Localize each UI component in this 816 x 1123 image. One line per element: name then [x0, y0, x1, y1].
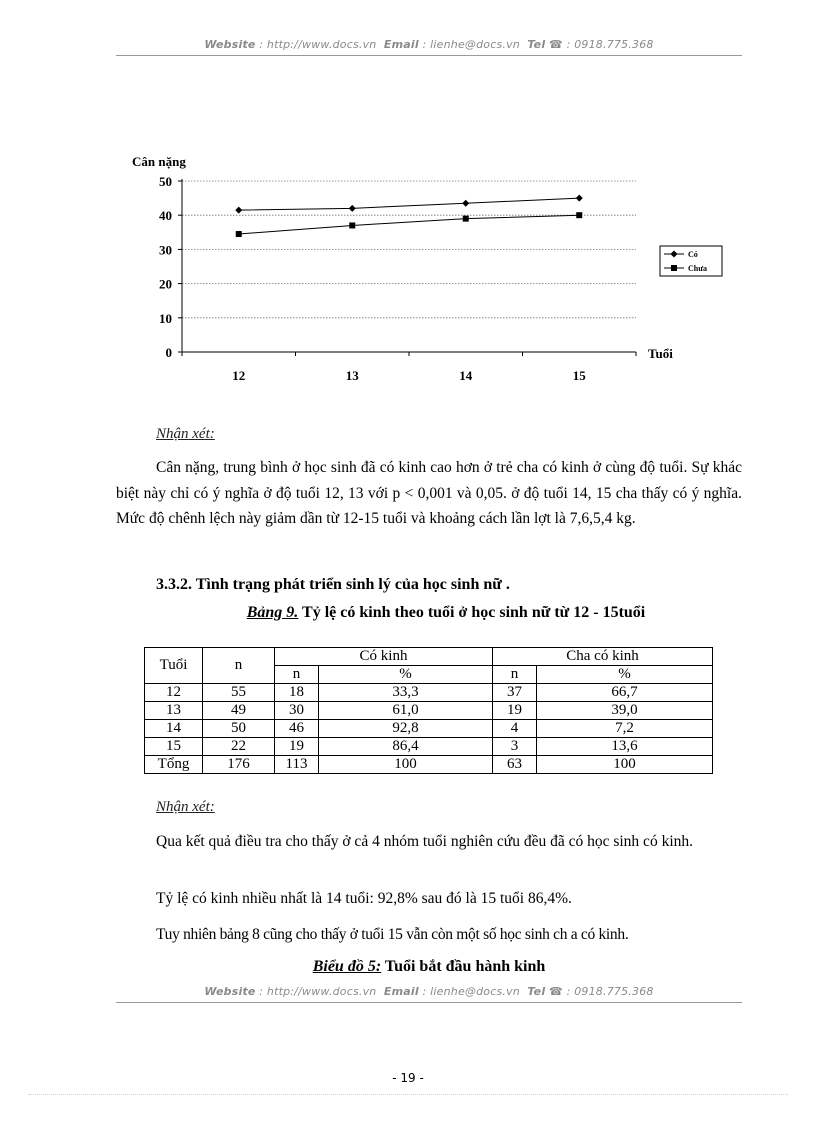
cell-n2: 37 — [493, 684, 537, 702]
subheader-n: n — [493, 666, 537, 684]
weight-by-age-chart — [120, 140, 740, 390]
page-footer-header — [116, 985, 742, 998]
x-tick-label: 15 — [572, 368, 586, 383]
website-label: Website — [204, 38, 256, 51]
page-number: - 19 - — [392, 1071, 424, 1085]
header-has-period: Có kinh — [275, 648, 493, 666]
email-address[interactable]: : lienhe@docs.vn — [422, 985, 520, 998]
y-tick-label: 30 — [159, 242, 172, 258]
cell-n1: 46 — [275, 720, 319, 738]
remark-heading-2: Nhận xét: — [156, 799, 215, 815]
page-bottom-dotted-line — [28, 1094, 788, 1095]
table-row — [145, 720, 713, 738]
website-label: Website — [204, 985, 256, 998]
subheader-percent: % — [319, 666, 493, 684]
cell-age: 14 — [145, 720, 203, 738]
data-point — [576, 212, 582, 218]
cell-n1: 18 — [275, 684, 319, 702]
tel-number: ☎ : 0918.775.368 — [549, 985, 654, 998]
data-point — [462, 200, 469, 207]
remark-paragraph-1: Cân nặng, trung bình ở học sinh đã có kinh cao hơn ở trẻ cha có kinh ở cùng độ tuổi. Sự khác biệt này chỉ có ý nghĩa ở độ tuổi 12, 13 với p < 0,001 và 0,05. ở độ tuổi 14, 15 cha thấy có ý nghĩa. Mức độ chênh lệch này giảm dần từ 12-15 tuổi và khoảng cách lần lợt là 7,6,5,4 kg. — [116, 459, 742, 527]
tel-label: Tel — [527, 38, 546, 51]
cell-n1: 30 — [275, 702, 319, 720]
email-label: Email — [383, 38, 419, 51]
cell-age: 13 — [145, 702, 203, 720]
cell-p1: 92,8 — [319, 720, 493, 738]
remark-heading-1: Nhận xét: — [156, 426, 215, 442]
table-caption — [116, 604, 776, 622]
cell-n: 22 — [203, 738, 275, 756]
chart-series — [235, 195, 583, 237]
header-age: Tuổi — [145, 648, 203, 684]
cell-n2: 4 — [493, 720, 537, 738]
header-n: n — [203, 648, 275, 684]
subheader-percent: % — [537, 666, 713, 684]
remark-paragraph-2c: Tuy nhiên bảng 8 cũng cho thấy ở tuổi 15 vẫn còn một số học sinh ch a có kinh. — [156, 926, 629, 943]
tel-number: ☎ : 0918.775.368 — [549, 38, 654, 51]
table-row — [145, 684, 713, 702]
cell-n2: 19 — [493, 702, 537, 720]
chart-axes — [159, 174, 636, 383]
cell-p1: 61,0 — [319, 702, 493, 720]
y-tick-label: 40 — [159, 208, 172, 224]
cell-n1: 113 — [275, 756, 319, 774]
y-tick-label: 50 — [159, 174, 172, 189]
header-no-period: Cha có kinh — [493, 648, 713, 666]
tel-label: Tel — [527, 985, 546, 998]
cell-age: 12 — [145, 684, 203, 702]
chart-y-axis-label: Cân nặng — [132, 154, 186, 169]
cell-age: Tổng — [145, 756, 203, 774]
email-address[interactable]: : lienhe@docs.vn — [422, 38, 520, 51]
cell-n: 49 — [203, 702, 275, 720]
cell-p2: 13,6 — [537, 738, 713, 756]
x-tick-label: 13 — [345, 368, 359, 383]
x-tick-label: 14 — [459, 368, 473, 383]
cell-age: 15 — [145, 738, 203, 756]
subheader-n: n — [275, 666, 319, 684]
table-total-row — [145, 756, 713, 774]
cell-p2: 100 — [537, 756, 713, 774]
series-line-1 — [239, 215, 580, 234]
chart-legend — [660, 246, 722, 276]
data-point — [235, 207, 242, 214]
data-point — [576, 195, 583, 202]
chart5-title: Tuổi bắt đầu hành kinh — [381, 958, 546, 975]
page-header — [116, 38, 742, 51]
cell-n: 50 — [203, 720, 275, 738]
cell-p2: 66,7 — [537, 684, 713, 702]
cell-n: 176 — [203, 756, 275, 774]
cell-n1: 19 — [275, 738, 319, 756]
cell-p1: 86,4 — [319, 738, 493, 756]
cell-n2: 63 — [493, 756, 537, 774]
data-point — [349, 205, 356, 212]
cell-p1: 100 — [319, 756, 493, 774]
data-point — [463, 216, 469, 222]
chart5-label: Biểu đồ 5: — [312, 958, 382, 975]
legend-label: Chưa — [688, 264, 708, 273]
x-tick-label: 12 — [232, 368, 246, 383]
cell-n2: 3 — [493, 738, 537, 756]
table-label: Bảng 9. — [246, 604, 299, 621]
y-tick-label: 10 — [159, 310, 172, 326]
cell-p2: 7,2 — [537, 720, 713, 738]
legend-marker — [671, 265, 677, 271]
website-url[interactable]: : http://www.docs.vn — [259, 985, 377, 998]
table-header-row — [145, 648, 713, 666]
y-tick-label: 0 — [165, 345, 172, 360]
header-divider — [116, 55, 742, 56]
section-heading: 3.3.2. Tình trạng phát triển sinh lý của học sinh nữ . — [156, 576, 510, 593]
remark-paragraph-2a: Qua kết quả điều tra cho thấy ở cả 4 nhóm tuổi nghiên cứu đều đã có học sinh có kinh. — [156, 833, 693, 850]
website-url[interactable]: : http://www.docs.vn — [259, 38, 377, 51]
cell-n: 55 — [203, 684, 275, 702]
chart-gridlines — [182, 181, 636, 318]
menstruation-rate-table — [144, 647, 713, 774]
footer-divider — [116, 1002, 742, 1003]
remark-paragraph-2b: Tỷ lệ có kinh nhiều nhất là 14 tuổi: 92,8% sau đó là 15 tuổi 86,4%. — [156, 890, 572, 907]
table-row — [145, 738, 713, 756]
data-point — [349, 222, 355, 228]
chart5-caption — [116, 958, 742, 976]
y-tick-label: 20 — [159, 276, 172, 292]
legend-label: Có — [688, 250, 698, 259]
data-point — [236, 231, 242, 237]
cell-p1: 33,3 — [319, 684, 493, 702]
table-row — [145, 702, 713, 720]
chart-x-axis-label: Tuổi — [648, 346, 673, 361]
email-label: Email — [383, 985, 419, 998]
series-line-0 — [239, 198, 580, 210]
table-title: Tỷ lệ có kinh theo tuổi ở học sinh nữ từ 12 - 15tuổi — [298, 604, 646, 621]
cell-p2: 39,0 — [537, 702, 713, 720]
